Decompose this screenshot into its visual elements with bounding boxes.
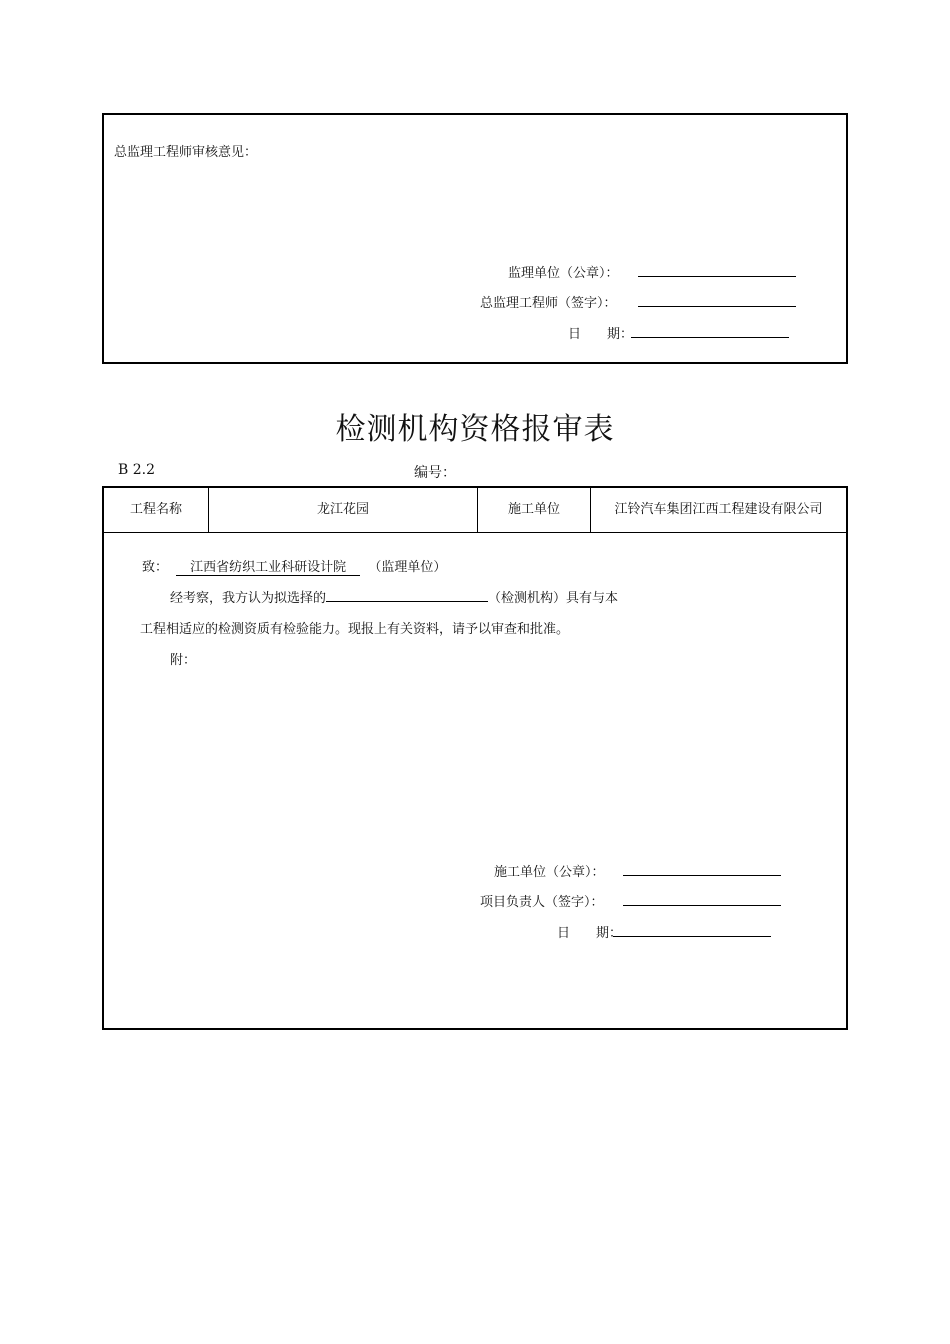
contractor-value: 江铃汽车集团江西工程建设有限公司 [614, 502, 823, 517]
project-manager-signature-line[interactable] [623, 891, 781, 906]
form-title: 检测机构资格报审表 [335, 412, 615, 447]
chief-engineer-review-box [102, 113, 848, 364]
addressee-suffix: （监理单位） [368, 560, 447, 575]
addressee-value: 江西省纺织工业科研设计院 [176, 560, 360, 576]
para1-end: （检测机构）具有与本 [488, 591, 619, 606]
contractor-label: 施工单位 [507, 502, 560, 517]
attachment-label: 附： [170, 653, 197, 668]
testing-agency-blank[interactable] [326, 587, 488, 602]
project-manager-label: 项目负责人（签字）： [480, 895, 604, 910]
sign-date-label: 日 期： [557, 926, 623, 941]
paragraph-2: 工程相适应的检测资质有检验能力。现报上有关资料，请予以审查和批准。 [140, 622, 570, 637]
project-name-label: 工程名称 [129, 502, 182, 517]
chief-engineer-signature-line[interactable] [638, 292, 796, 307]
to-label: 致： [142, 560, 169, 575]
review-opinion-label: 总监理工程师审核意见： [114, 145, 258, 160]
para1-start: 经考察，我方认为拟选择的 [170, 591, 327, 606]
addressee-line [142, 556, 446, 575]
paragraph-1 [170, 587, 618, 606]
table-header-row [104, 488, 846, 533]
construction-unit-signature-line[interactable] [623, 861, 781, 876]
sign-date-line[interactable] [613, 922, 771, 937]
form-number-label: 编号： [414, 465, 456, 481]
chief-engineer-label: 总监理工程师（签字）： [480, 296, 617, 311]
review-date-line[interactable] [631, 323, 789, 338]
project-name-value: 龙江花园 [316, 502, 369, 517]
form-code: B 2.2 [118, 462, 156, 478]
construction-unit-label: 施工单位（公章）： [494, 865, 605, 880]
supervision-unit-signature-line[interactable] [638, 262, 796, 277]
qualification-table [102, 486, 848, 1030]
supervision-unit-label: 监理单位（公章）： [508, 266, 619, 281]
review-date-label: 日 期： [568, 327, 634, 342]
